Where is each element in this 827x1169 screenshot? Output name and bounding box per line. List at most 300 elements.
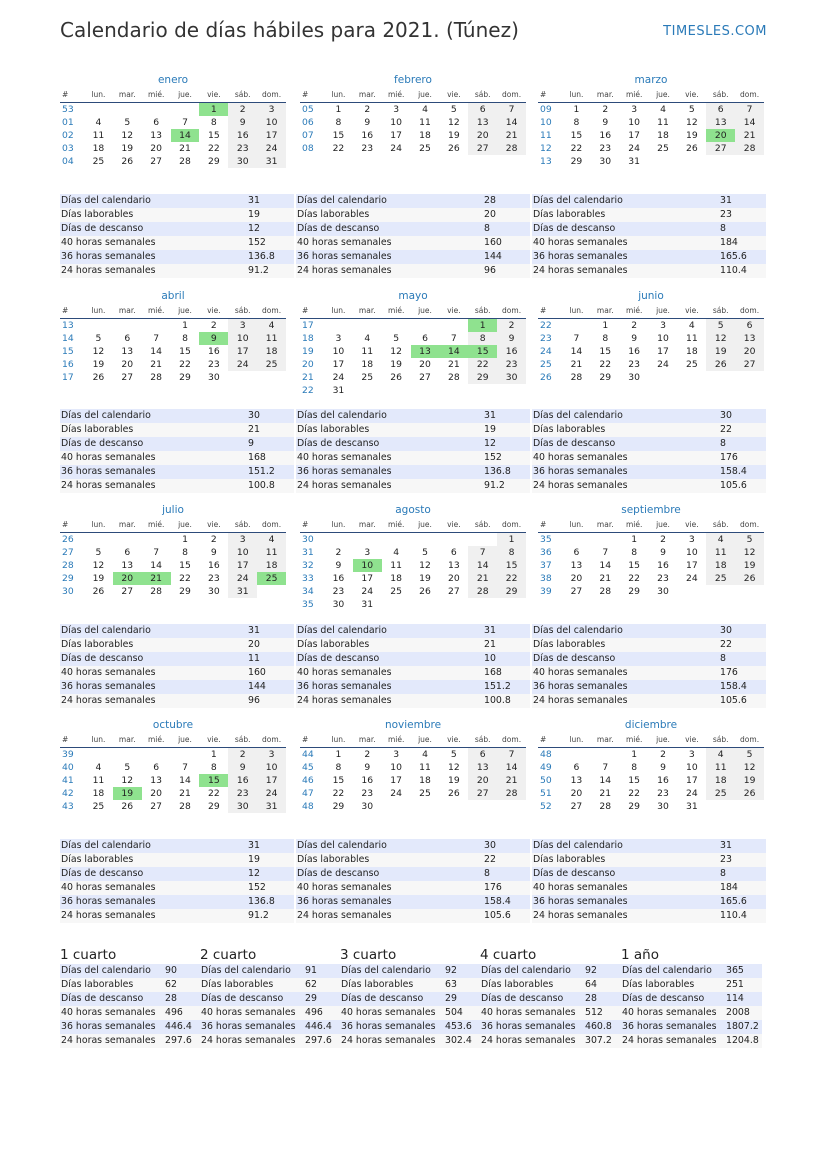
day-cell[interactable]: 20 <box>706 129 735 142</box>
day-cell[interactable]: 24 <box>228 358 257 371</box>
day-cell[interactable]: 18 <box>361 359 374 370</box>
day-cell[interactable]: 16 <box>361 775 374 786</box>
day-cell[interactable]: 23 <box>497 358 526 371</box>
day-cell[interactable]: 15 <box>179 560 191 571</box>
day-cell[interactable]: 15 <box>332 130 345 141</box>
day-cell[interactable]: 14 <box>171 129 200 142</box>
day-cell[interactable]: 11 <box>92 775 105 786</box>
brand-logo[interactable]: TIMESLES.COM <box>663 24 767 39</box>
day-cell[interactable]: 30 <box>657 586 669 597</box>
day-cell[interactable]: 29 <box>628 586 640 597</box>
day-cell[interactable]: 30 <box>228 800 257 813</box>
day-cell[interactable]: 16 <box>657 560 669 571</box>
day-cell[interactable]: 15 <box>570 130 583 141</box>
day-cell[interactable]: 13 <box>121 346 134 357</box>
day-cell[interactable]: 12 <box>92 346 105 357</box>
day-cell[interactable]: 5 <box>450 104 457 115</box>
day-cell[interactable]: 3 <box>688 749 695 760</box>
day-cell[interactable]: 13 <box>121 560 134 571</box>
day-cell[interactable]: 15 <box>332 775 345 786</box>
day-cell[interactable]: 28 <box>150 372 162 383</box>
day-cell[interactable]: 23 <box>228 142 257 155</box>
day-cell[interactable]: 16 <box>332 573 345 584</box>
day-cell[interactable]: 11 <box>92 130 105 141</box>
day-cell[interactable]: 19 <box>706 345 735 358</box>
day-cell[interactable]: 28 <box>497 787 526 800</box>
day-cell[interactable]: 27 <box>121 586 134 597</box>
day-cell[interactable]: 16 <box>657 775 669 786</box>
day-cell[interactable]: 9 <box>228 761 257 774</box>
day-cell[interactable]: 23 <box>657 788 669 799</box>
day-cell[interactable]: 9 <box>364 117 371 128</box>
day-cell[interactable]: 11 <box>419 117 431 128</box>
day-cell[interactable]: 6 <box>468 748 497 761</box>
day-cell[interactable]: 11 <box>657 117 669 128</box>
day-cell[interactable]: 21 <box>448 359 460 370</box>
day-cell[interactable]: 20 <box>150 143 162 154</box>
day-cell[interactable]: 1 <box>573 104 580 115</box>
day-cell[interactable]: 9 <box>364 762 371 773</box>
day-cell[interactable]: 29 <box>208 801 220 812</box>
day-cell[interactable]: 9 <box>335 560 342 571</box>
day-cell[interactable]: 10 <box>332 346 345 357</box>
day-cell[interactable]: 30 <box>208 372 220 383</box>
day-cell[interactable]: 8 <box>631 547 638 558</box>
day-cell[interactable]: 16 <box>497 345 526 358</box>
day-cell[interactable]: 28 <box>179 801 191 812</box>
day-cell[interactable]: 24 <box>257 787 286 800</box>
day-cell[interactable]: 26 <box>686 143 698 154</box>
day-cell[interactable]: 31 <box>628 156 640 167</box>
day-cell[interactable]: 5 <box>124 762 131 773</box>
day-cell[interactable]: 26 <box>121 801 134 812</box>
day-cell[interactable]: 15 <box>497 559 526 572</box>
day-cell[interactable]: 21 <box>142 572 171 585</box>
day-cell[interactable]: 15 <box>628 560 640 571</box>
day-cell[interactable]: 23 <box>657 573 669 584</box>
day-cell[interactable]: 23 <box>228 787 257 800</box>
day-cell[interactable]: 17 <box>332 359 345 370</box>
day-cell[interactable]: 9 <box>210 547 217 558</box>
day-cell[interactable]: 26 <box>92 586 105 597</box>
day-cell[interactable]: 29 <box>179 586 191 597</box>
day-cell[interactable]: 15 <box>599 346 612 357</box>
day-cell[interactable]: 8 <box>182 333 188 344</box>
day-cell[interactable]: 6 <box>153 117 160 128</box>
day-cell[interactable]: 3 <box>631 104 638 115</box>
day-cell[interactable]: 21 <box>735 129 764 142</box>
day-cell[interactable]: 16 <box>208 346 220 357</box>
day-cell[interactable]: 17 <box>257 774 286 787</box>
day-cell[interactable]: 30 <box>228 155 257 168</box>
day-cell[interactable]: 25 <box>686 359 698 370</box>
day-cell[interactable]: 22 <box>332 788 345 799</box>
day-cell[interactable]: 25 <box>257 358 286 371</box>
day-cell[interactable]: 31 <box>257 800 286 813</box>
day-cell[interactable]: 4 <box>706 533 735 546</box>
day-cell[interactable]: 20 <box>448 573 460 584</box>
day-cell[interactable]: 28 <box>150 586 162 597</box>
day-cell[interactable]: 15 <box>468 345 497 358</box>
day-cell[interactable]: 19 <box>448 775 460 786</box>
day-cell[interactable]: 21 <box>468 572 497 585</box>
day-cell[interactable]: 4 <box>706 748 735 761</box>
day-cell[interactable]: 5 <box>735 748 764 761</box>
day-cell[interactable]: 24 <box>628 143 640 154</box>
day-cell[interactable]: 3 <box>393 749 400 760</box>
day-cell[interactable]: 20 <box>113 572 142 585</box>
day-cell[interactable]: 9 <box>497 332 526 345</box>
day-cell[interactable]: 14 <box>468 559 497 572</box>
day-cell[interactable]: 4 <box>393 547 400 558</box>
day-cell[interactable]: 14 <box>150 346 162 357</box>
day-cell[interactable]: 19 <box>735 774 764 787</box>
day-cell[interactable]: 17 <box>686 775 698 786</box>
day-cell[interactable]: 12 <box>448 762 460 773</box>
day-cell[interactable]: 20 <box>468 774 497 787</box>
day-cell[interactable]: 3 <box>364 547 371 558</box>
day-cell[interactable]: 5 <box>95 547 102 558</box>
day-cell[interactable]: 14 <box>735 116 764 129</box>
day-cell[interactable]: 29 <box>570 156 583 167</box>
day-cell[interactable]: 4 <box>364 333 371 344</box>
day-cell[interactable]: 17 <box>228 559 257 572</box>
day-cell[interactable]: 2 <box>631 320 638 331</box>
day-cell[interactable]: 28 <box>599 586 612 597</box>
day-cell[interactable]: 14 <box>497 761 526 774</box>
day-cell[interactable]: 17 <box>390 130 402 141</box>
day-cell[interactable]: 13 <box>150 775 162 786</box>
day-cell[interactable]: 8 <box>210 762 217 773</box>
day-cell[interactable]: 21 <box>599 573 612 584</box>
day-cell[interactable]: 27 <box>468 787 497 800</box>
day-cell[interactable]: 8 <box>210 117 217 128</box>
day-cell[interactable]: 22 <box>599 359 612 370</box>
day-cell[interactable]: 17 <box>257 129 286 142</box>
day-cell[interactable]: 19 <box>390 359 402 370</box>
day-cell[interactable]: 17 <box>228 345 257 358</box>
day-cell[interactable]: 26 <box>706 358 735 371</box>
day-cell[interactable]: 3 <box>660 320 666 331</box>
day-cell[interactable]: 28 <box>497 142 526 155</box>
day-cell[interactable]: 4 <box>422 104 428 115</box>
day-cell[interactable]: 6 <box>573 762 580 773</box>
day-cell[interactable]: 5 <box>688 104 695 115</box>
day-cell[interactable]: 19 <box>448 130 460 141</box>
day-cell[interactable]: 31 <box>257 155 286 168</box>
day-cell[interactable]: 15 <box>199 774 228 787</box>
day-cell[interactable]: 29 <box>628 801 640 812</box>
day-cell[interactable]: 6 <box>422 333 428 344</box>
day-cell[interactable]: 24 <box>686 788 698 799</box>
day-cell[interactable]: 26 <box>419 586 431 597</box>
day-cell[interactable]: 31 <box>686 801 698 812</box>
day-cell[interactable]: 18 <box>390 573 402 584</box>
day-cell[interactable]: 7 <box>735 103 764 116</box>
day-cell[interactable]: 12 <box>419 560 431 571</box>
day-cell[interactable]: 6 <box>573 547 580 558</box>
day-cell[interactable]: 30 <box>628 372 640 383</box>
day-cell[interactable]: 10 <box>390 117 402 128</box>
day-cell[interactable]: 22 <box>468 358 497 371</box>
day-cell[interactable]: 22 <box>570 143 583 154</box>
day-cell[interactable]: 1 <box>182 534 188 545</box>
day-cell[interactable]: 10 <box>686 547 698 558</box>
day-cell[interactable]: 8 <box>335 762 342 773</box>
day-cell[interactable]: 1 <box>335 749 342 760</box>
day-cell[interactable]: 2 <box>335 547 342 558</box>
day-cell[interactable]: 27 <box>448 586 460 597</box>
day-cell[interactable]: 18 <box>257 345 286 358</box>
day-cell[interactable]: 24 <box>390 143 402 154</box>
day-cell[interactable]: 16 <box>228 774 257 787</box>
day-cell[interactable]: 1 <box>335 104 342 115</box>
day-cell[interactable]: 17 <box>361 573 374 584</box>
day-cell[interactable]: 12 <box>390 346 402 357</box>
day-cell[interactable]: 23 <box>208 573 220 584</box>
day-cell[interactable]: 16 <box>228 129 257 142</box>
day-cell[interactable]: 22 <box>628 788 640 799</box>
day-cell[interactable]: 15 <box>208 130 220 141</box>
day-cell[interactable]: 17 <box>628 130 640 141</box>
day-cell[interactable]: 30 <box>332 599 345 610</box>
day-cell[interactable]: 4 <box>95 762 102 773</box>
day-cell[interactable]: 12 <box>706 332 735 345</box>
day-cell[interactable]: 26 <box>735 787 764 800</box>
day-cell[interactable]: 14 <box>439 345 468 358</box>
day-cell[interactable]: 7 <box>497 103 526 116</box>
day-cell[interactable]: 21 <box>497 774 526 787</box>
day-cell[interactable]: 7 <box>153 547 160 558</box>
day-cell[interactable]: 22 <box>628 573 640 584</box>
day-cell[interactable]: 5 <box>735 533 764 546</box>
day-cell[interactable]: 19 <box>92 359 105 370</box>
day-cell[interactable]: 23 <box>361 788 374 799</box>
day-cell[interactable]: 6 <box>450 547 457 558</box>
day-cell[interactable]: 20 <box>735 345 764 358</box>
day-cell[interactable]: 2 <box>364 104 371 115</box>
day-cell[interactable]: 15 <box>628 775 640 786</box>
day-cell[interactable]: 17 <box>390 775 402 786</box>
day-cell[interactable]: 16 <box>628 346 640 357</box>
day-cell[interactable]: 27 <box>570 586 583 597</box>
day-cell[interactable]: 6 <box>153 762 160 773</box>
day-cell[interactable]: 7 <box>602 762 609 773</box>
day-cell[interactable]: 24 <box>686 573 698 584</box>
day-cell[interactable]: 10 <box>686 762 698 773</box>
day-cell[interactable]: 31 <box>332 385 345 396</box>
day-cell[interactable]: 5 <box>393 333 400 344</box>
day-cell[interactable]: 28 <box>735 142 764 155</box>
day-cell[interactable]: 5 <box>124 117 131 128</box>
day-cell[interactable]: 12 <box>686 117 698 128</box>
day-cell[interactable]: 9 <box>228 116 257 129</box>
day-cell[interactable]: 18 <box>419 130 431 141</box>
day-cell[interactable]: 26 <box>448 788 460 799</box>
day-cell[interactable]: 2 <box>210 534 217 545</box>
day-cell[interactable]: 11 <box>706 761 735 774</box>
day-cell[interactable]: 26 <box>735 572 764 585</box>
day-cell[interactable]: 24 <box>657 359 669 370</box>
day-cell[interactable]: 21 <box>599 788 612 799</box>
day-cell[interactable]: 3 <box>335 333 342 344</box>
day-cell[interactable]: 17 <box>657 346 669 357</box>
day-cell[interactable]: 21 <box>570 359 583 370</box>
day-cell[interactable]: 4 <box>257 533 286 546</box>
day-cell[interactable]: 20 <box>121 359 134 370</box>
day-cell[interactable]: 20 <box>150 788 162 799</box>
day-cell[interactable]: 1 <box>210 749 217 760</box>
day-cell[interactable]: 2 <box>228 103 257 116</box>
day-cell[interactable]: 29 <box>599 372 612 383</box>
day-cell[interactable]: 1 <box>199 103 228 116</box>
day-cell[interactable]: 12 <box>735 546 764 559</box>
day-cell[interactable]: 10 <box>353 559 382 572</box>
day-cell[interactable]: 30 <box>599 156 612 167</box>
day-cell[interactable]: 17 <box>686 560 698 571</box>
day-cell[interactable]: 22 <box>332 143 345 154</box>
day-cell[interactable]: 21 <box>150 359 162 370</box>
day-cell[interactable]: 6 <box>124 333 131 344</box>
day-cell[interactable]: 12 <box>448 117 460 128</box>
day-cell[interactable]: 10 <box>257 761 286 774</box>
day-cell[interactable]: 13 <box>411 345 440 358</box>
day-cell[interactable]: 11 <box>361 346 374 357</box>
day-cell[interactable]: 4 <box>422 749 428 760</box>
day-cell[interactable]: 25 <box>92 156 105 167</box>
day-cell[interactable]: 1 <box>497 533 526 546</box>
day-cell[interactable]: 15 <box>179 346 191 357</box>
day-cell[interactable]: 22 <box>179 573 191 584</box>
day-cell[interactable]: 14 <box>179 775 191 786</box>
day-cell[interactable]: 22 <box>208 788 220 799</box>
day-cell[interactable]: 27 <box>121 372 134 383</box>
day-cell[interactable]: 19 <box>686 130 698 141</box>
day-cell[interactable]: 6 <box>706 103 735 116</box>
day-cell[interactable]: 24 <box>228 572 257 585</box>
day-cell[interactable]: 22 <box>497 572 526 585</box>
day-cell[interactable]: 18 <box>686 346 698 357</box>
day-cell[interactable]: 14 <box>150 560 162 571</box>
day-cell[interactable]: 1 <box>468 319 497 332</box>
day-cell[interactable]: 7 <box>182 762 188 773</box>
day-cell[interactable]: 5 <box>95 333 102 344</box>
day-cell[interactable]: 28 <box>468 585 497 598</box>
day-cell[interactable]: 13 <box>570 775 583 786</box>
day-cell[interactable]: 14 <box>599 560 612 571</box>
day-cell[interactable]: 21 <box>179 788 191 799</box>
day-cell[interactable]: 2 <box>660 749 666 760</box>
day-cell[interactable]: 12 <box>121 130 134 141</box>
day-cell[interactable]: 25 <box>419 143 431 154</box>
day-cell[interactable]: 8 <box>631 762 638 773</box>
day-cell[interactable]: 20 <box>419 359 431 370</box>
day-cell[interactable]: 26 <box>448 143 460 154</box>
day-cell[interactable]: 11 <box>257 332 286 345</box>
day-cell[interactable]: 1 <box>182 320 188 331</box>
day-cell[interactable]: 3 <box>257 103 286 116</box>
day-cell[interactable]: 30 <box>208 586 220 597</box>
day-cell[interactable]: 11 <box>419 762 431 773</box>
day-cell[interactable]: 27 <box>735 358 764 371</box>
day-cell[interactable]: 28 <box>179 156 191 167</box>
day-cell[interactable]: 18 <box>92 143 105 154</box>
day-cell[interactable]: 26 <box>92 372 105 383</box>
day-cell[interactable]: 25 <box>361 372 374 383</box>
day-cell[interactable]: 30 <box>497 371 526 384</box>
day-cell[interactable]: 2 <box>602 104 609 115</box>
day-cell[interactable]: 23 <box>332 586 345 597</box>
day-cell[interactable]: 12 <box>92 560 105 571</box>
day-cell[interactable]: 11 <box>390 560 402 571</box>
day-cell[interactable]: 8 <box>497 546 526 559</box>
day-cell[interactable]: 7 <box>602 547 609 558</box>
day-cell[interactable]: 22 <box>179 359 191 370</box>
day-cell[interactable]: 6 <box>735 319 764 332</box>
day-cell[interactable]: 13 <box>468 116 497 129</box>
day-cell[interactable]: 3 <box>393 104 400 115</box>
day-cell[interactable]: 27 <box>468 142 497 155</box>
day-cell[interactable]: 25 <box>390 586 402 597</box>
day-cell[interactable]: 13 <box>706 116 735 129</box>
day-cell[interactable]: 9 <box>199 332 228 345</box>
day-cell[interactable]: 3 <box>228 319 257 332</box>
day-cell[interactable]: 16 <box>361 130 374 141</box>
day-cell[interactable]: 18 <box>706 559 735 572</box>
day-cell[interactable]: 14 <box>497 116 526 129</box>
day-cell[interactable]: 23 <box>628 359 640 370</box>
day-cell[interactable]: 24 <box>257 142 286 155</box>
day-cell[interactable]: 29 <box>332 801 345 812</box>
day-cell[interactable]: 10 <box>657 333 669 344</box>
day-cell[interactable]: 5 <box>706 319 735 332</box>
day-cell[interactable]: 25 <box>419 788 431 799</box>
day-cell[interactable]: 1 <box>631 749 638 760</box>
day-cell[interactable]: 13 <box>448 560 460 571</box>
day-cell[interactable]: 25 <box>257 572 286 585</box>
day-cell[interactable]: 7 <box>573 333 580 344</box>
day-cell[interactable]: 10 <box>228 332 257 345</box>
day-cell[interactable]: 27 <box>419 372 431 383</box>
day-cell[interactable]: 4 <box>257 319 286 332</box>
day-cell[interactable]: 29 <box>179 372 191 383</box>
day-cell[interactable]: 20 <box>468 129 497 142</box>
day-cell[interactable]: 11 <box>257 546 286 559</box>
day-cell[interactable]: 20 <box>570 788 583 799</box>
day-cell[interactable]: 19 <box>121 143 134 154</box>
day-cell[interactable]: 31 <box>228 585 257 598</box>
day-cell[interactable]: 19 <box>419 573 431 584</box>
day-cell[interactable]: 30 <box>657 801 669 812</box>
day-cell[interactable]: 23 <box>208 359 220 370</box>
day-cell[interactable]: 18 <box>706 774 735 787</box>
day-cell[interactable]: 5 <box>450 749 457 760</box>
day-cell[interactable]: 3 <box>228 533 257 546</box>
day-cell[interactable]: 16 <box>208 560 220 571</box>
day-cell[interactable]: 21 <box>179 143 191 154</box>
day-cell[interactable]: 1 <box>602 320 609 331</box>
day-cell[interactable]: 24 <box>332 372 345 383</box>
day-cell[interactable]: 26 <box>121 156 134 167</box>
day-cell[interactable]: 9 <box>631 333 638 344</box>
day-cell[interactable]: 8 <box>335 117 342 128</box>
day-cell[interactable]: 2 <box>228 748 257 761</box>
day-cell[interactable]: 2 <box>497 319 526 332</box>
day-cell[interactable]: 29 <box>208 156 220 167</box>
day-cell[interactable]: 28 <box>448 372 460 383</box>
day-cell[interactable]: 27 <box>570 801 583 812</box>
day-cell[interactable]: 8 <box>468 332 497 345</box>
